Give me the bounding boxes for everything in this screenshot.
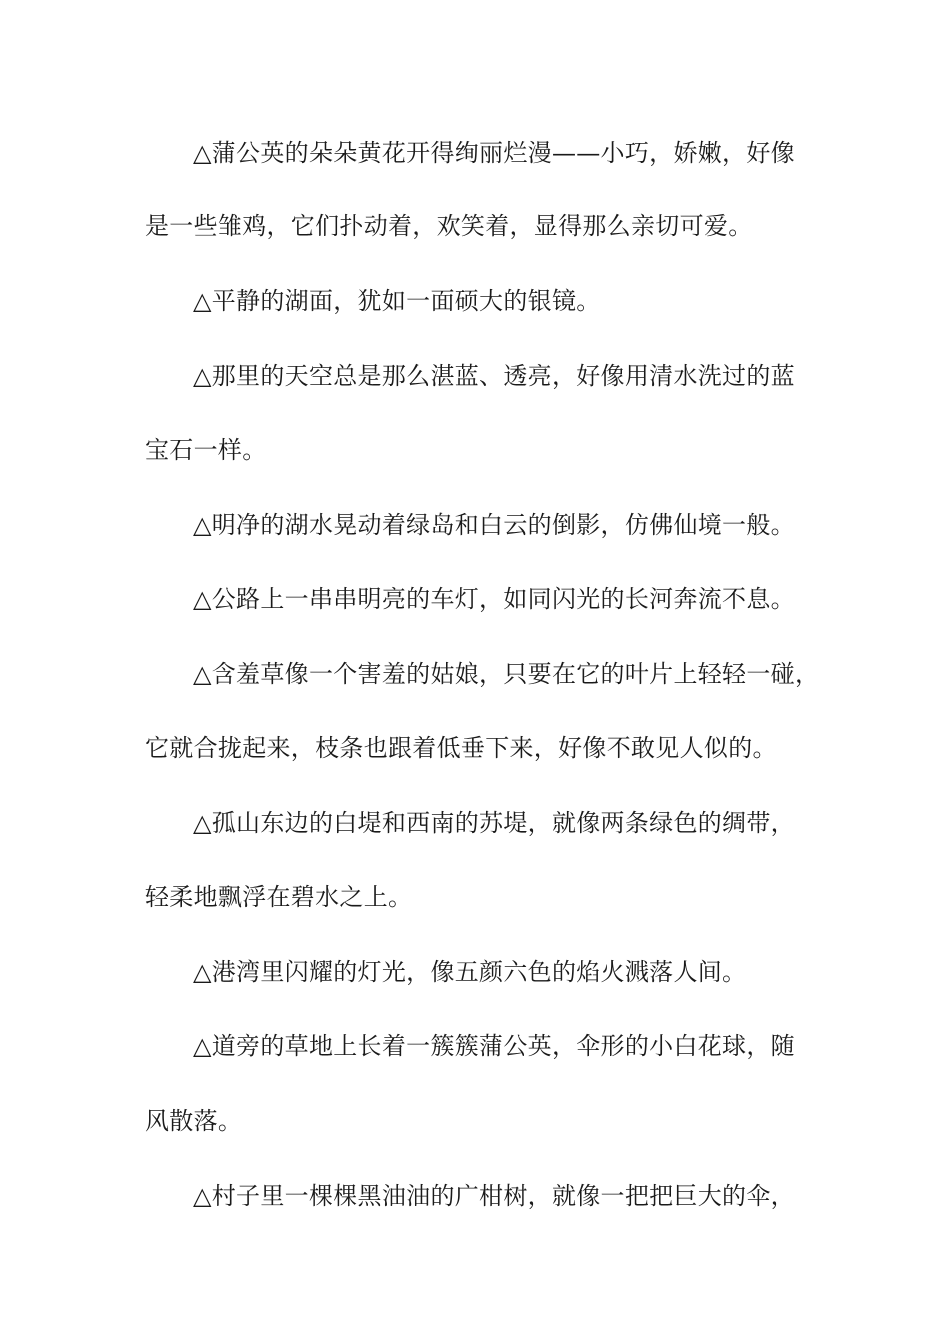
paragraph-dandelion-line-2: 是一些雏鸡，它们扑动着，欢笑着，显得那么亲切可爱。 [145,212,753,240]
paragraph-orange-tree-line-1: △村子里一棵棵黑油油的广柑树，就像一把把巨大的伞， [193,1182,795,1210]
paragraph-mimosa-line-1: △含羞草像一个害羞的姑娘，只要在它的叶片上轻轻一碰， [193,660,820,688]
paragraph-lake-water-line-1: △明净的湖水晃动着绿岛和白云的倒影，仿佛仙境一般。 [193,511,795,539]
paragraph-causeway-line-1: △孤山东边的白堤和西南的苏堤，就像两条绿色的绸带， [193,809,795,837]
paragraph-highway-line-1: △公路上一串串明亮的车灯，如同闪光的长河奔流不息。 [193,585,795,613]
paragraph-dandelion-line-1: △蒲公英的朵朵黄花开得绚丽烂漫——小巧，娇嫩，好像 [193,139,795,167]
paragraph-roadside-line-2: 风散落。 [145,1107,243,1135]
paragraph-sky-line-1: △那里的天空总是那么湛蓝、透亮，好像用清水洗过的蓝 [193,362,795,390]
paragraph-causeway-line-2: 轻柔地飘浮在碧水之上。 [145,883,413,911]
paragraph-harbor-line-1: △港湾里闪耀的灯光，像五颜六色的焰火溅落人间。 [193,958,747,986]
paragraph-mimosa-line-2: 它就合拢起来，枝条也跟着低垂下来，好像不敢见人似的。 [145,734,777,762]
paragraph-roadside-line-1: △道旁的草地上长着一簇簇蒲公英，伞形的小白花球，随 [193,1032,795,1060]
paragraph-sky-line-2: 宝石一样。 [145,436,267,464]
paragraph-lake-line-1: △平静的湖面，犹如一面硕大的银镜。 [193,287,601,315]
